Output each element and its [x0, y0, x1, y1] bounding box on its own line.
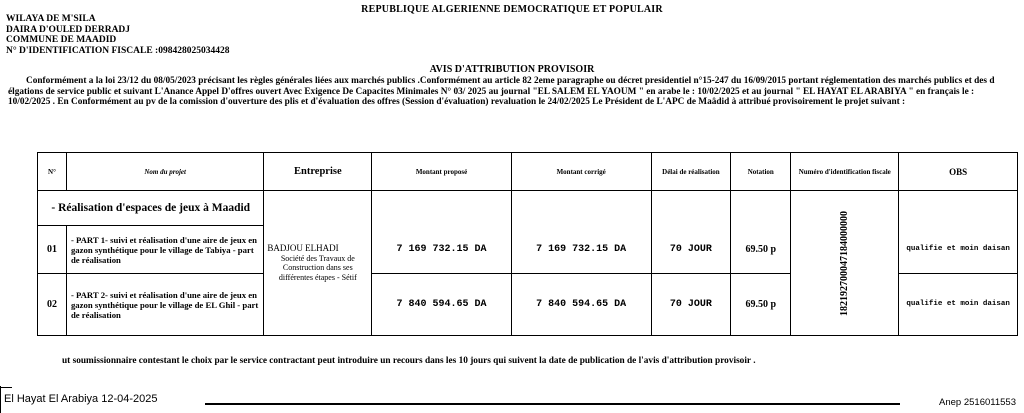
row-delai: 70 JOUR: [651, 226, 731, 274]
col-header-montant-propose: Montant proposé: [372, 153, 512, 191]
source-right: Anep 2516011553: [939, 397, 1016, 408]
col-header-projet: Nom du projet: [66, 153, 263, 191]
source-left: El Hayat El Arabiya 12-04-2025: [4, 393, 158, 405]
row-no: 01: [38, 226, 67, 274]
empty-cell: [651, 191, 731, 226]
divider: [0, 387, 12, 388]
row-montant-propose: 7 169 732.15 DA: [372, 226, 512, 274]
col-header-notation: Notation: [731, 153, 791, 191]
row-montant-propose: 7 840 594.65 DA: [372, 274, 512, 336]
col-header-identification: Numéro d'identification fiscale: [791, 153, 899, 191]
col-header-delai: Délai de réalisation: [651, 153, 731, 191]
row-notation: 69.50 p: [731, 226, 791, 274]
divider: [205, 403, 900, 405]
col-header-obs: OBS: [899, 153, 1018, 191]
row-montant-corrige: 7 840 594.65 DA: [511, 274, 651, 336]
commune-line: COMMUNE DE MAADID: [6, 35, 117, 45]
notice-title: AVIS D'ATTRIBUTION PROVISOIR: [429, 64, 595, 75]
divider: [0, 386, 1, 413]
row-notation: 69.50 p: [731, 274, 791, 336]
fiscal-number-cell: [791, 191, 899, 336]
recourse-notice: [24, 356, 756, 367]
row-obs: qualifie et moin daisan: [899, 274, 1018, 336]
daira-line: DAIRA D'OULED DERRADJ: [6, 24, 131, 35]
row-no: 02: [38, 274, 67, 336]
notice-body: [8, 76, 1018, 108]
empty-cell: [899, 191, 1018, 226]
notice-body-text: Conformément a la loi 23/12 du 08/05/2023 précisant les règles générales liées aux marchés publics .Conformément au article 82 2eme paragraphe ou décret presidentiel n°15-247 du 16/09/2015 portant réglementation des marchés publics et des d élgations de service public et suivant L'Anance Appel D'offres ouvert Avec Exigence De Capacites Minimales N° 03/ 2025 au journal "EL SALEM EL YAOUM " en arabe le : 10/02/2025 et au journal " EL HAYAT EL ARABIYA " en français le : 10/02/2025 . En Conformément au pv de la comission d'ouverture des plis et d'évaluation des offres (Session d'évaluation) revaluation le 24/02/2025 Le Président de L'APC de Maâdid à attribué provisoirement le projet suivant :: [8, 76, 995, 107]
fiscal-number: 182192700047184000000: [839, 210, 851, 316]
attribution-table: [37, 152, 1018, 336]
row-projet: - PART 2- suivi et réalisation d'une aire de jeux en gazon synthétique pour le village de EL Ghil - part de réalisation: [66, 274, 263, 336]
entreprise-cell: [264, 191, 372, 336]
col-header-montant-corrige: Montant corrigé: [511, 153, 651, 191]
row-delai: 70 JOUR: [651, 274, 731, 336]
fiscal-id-line: N° D'IDENTIFICATION FISCALE :098428025034428: [6, 45, 230, 56]
empty-cell: [372, 191, 512, 226]
empty-cell: [511, 191, 651, 226]
project-title-cell: - Réalisation d'espaces de jeux à Maadid: [38, 191, 264, 226]
col-header-entreprise: Entreprise: [264, 153, 372, 191]
entreprise-desc: Société des Travaux de Construction dans ses différentes étapes - Sétif: [278, 253, 357, 282]
table-row: [38, 191, 1018, 226]
row-obs: qualifie et moin daisan: [899, 226, 1018, 274]
republic-heading: REPUBLIQUE ALGERIENNE DEMOCRATIQUE ET POPULAIR: [361, 4, 663, 15]
col-header-no: N°: [38, 153, 67, 191]
recourse-text: ut soumissionnaire contestant le choix par le service contractant peut introduire un recours dans les 10 jours qui suivent la date de publication de l'avis d'attribution provisoir .: [62, 356, 756, 366]
row-projet: - PART 1- suivi et réalisation d'une aire de jeux en gazon synthétique pour le village de Tabiya - part de réalisation: [66, 226, 263, 274]
wilaya-line: WILAYA DE M'SILA: [6, 14, 96, 24]
table-header-row: [38, 153, 1018, 191]
empty-cell: [731, 191, 791, 226]
row-montant-corrige: 7 169 732.15 DA: [511, 226, 651, 274]
entreprise-name: BADJOU ELHADI: [267, 243, 339, 253]
administration-header: [6, 14, 229, 56]
